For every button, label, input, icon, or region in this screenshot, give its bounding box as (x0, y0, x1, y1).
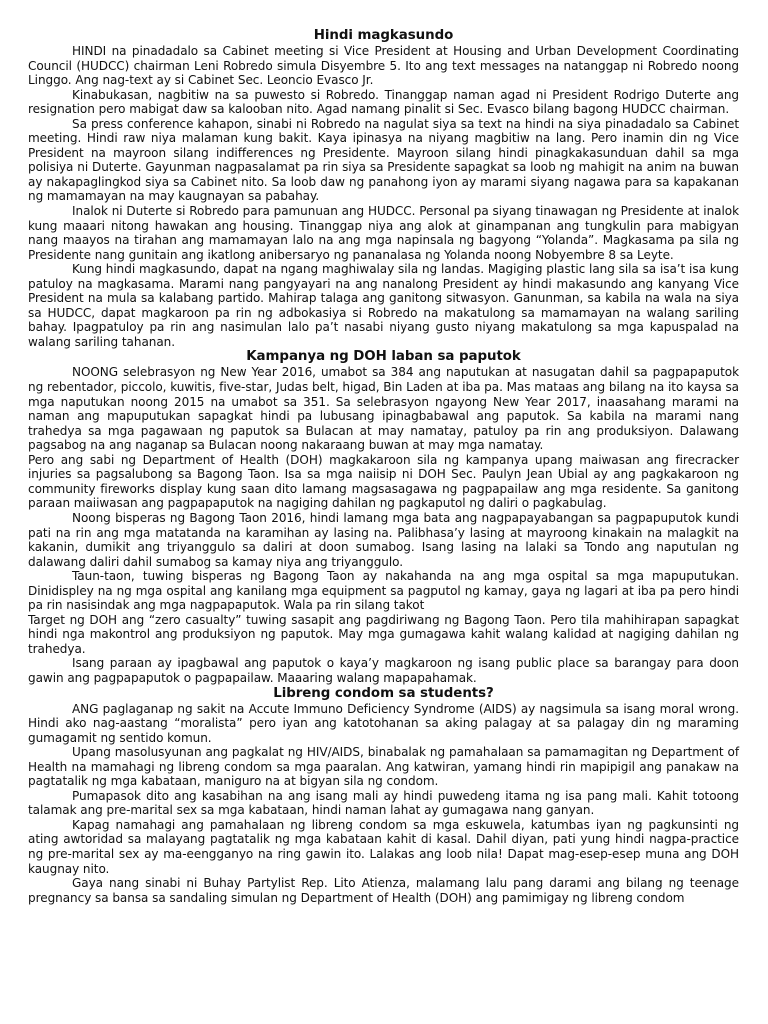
paragraph: Kung hindi magkasundo, dapat na ngang maghiwalay sila ng landas. Magiging plastic lang sila sa isa’t isa kung patuloy na magkasama. Marami nang pangyayari na ang nanalong President ay hindi makasundo ang kanyang Vice President na mula sa kalabang partido. Mahirap talaga ang ganitong sitwasyon. Ganunman, sa kabila na wala na siya sa HUDCC, dapat magkaroon pa rin ng adbokasiya si Robredo na makatulong sa mamamayan na walang sariling bahay. Ipagpatuloy pa rin ang nasimulan lalo pa’t nasabi niyang gusto niyang makatulong sa mga kapuspalad na walang sariling tahanan. (28, 262, 739, 349)
paragraph: Inalok ni Duterte si Robredo para pamunuan ang HUDCC. Personal pa siyang tinawagan ng Presidente at inalok kung maaari nitong hawakan ang housing. Tinanggap niya ang alok at ginampanan ang tungkulin para mabigyan nang maayos na tirahan ang mamamayan lalo na ang mga napinsala ng bagyong “Yolanda”. Magkasama pa sila ng Presidente nang gunitain ang ikatlong anibersaryo ng pananalasa ng Yolanda noong Nobyembre 8 sa Leyte. (28, 204, 739, 262)
paragraph: Isang paraan ay ipagbawal ang paputok o kaya’y magkaroon ng isang public place sa barangay para doon gawin ang pagpapaputok o pagpapailaw. Maaaring walang mapapahamak. (28, 656, 739, 685)
editorial-hindi-magkasundo (28, 28, 739, 349)
paragraph: Upang masolusyunan ang pagkalat ng HIV/AIDS, binabalak ng pamahalaan sa pamamagitan ng Department of Health na mamahagi ng libreng condom sa mga paaralan. Ang katwiran, yamang hindi rin mapipigil ang panakaw na pagtatalik ng mga kabataan, maniguro na at bigyan sila ng condom. (28, 745, 739, 789)
paragraph: Gaya nang sinabi ni Buhay Partylist Rep. Lito Atienza, malamang lalu pang darami ang bilang ng teenage pregnancy sa bansa sa sandaling simulan ng Department of Health (DOH) ang pamimigay ng libreng condom (28, 876, 739, 905)
editorial-libreng-condom (28, 686, 739, 906)
section-title: Kampanya ng DOH laban sa paputok (246, 349, 521, 365)
paragraph: NOONG selebrasyon ng New Year 2016, umabot sa 384 ang naputukan at nasugatan dahil sa pagpapaputok ng rebentador, piccolo, kuwitis, five-star, Judas belt, higad, Bin Laden at iba pa. Mas mataas ang bilang na ito kaysa sa mga naputukan noong 2015 na umabot sa 351. Sa selebrasyon ngayong New Year 2017, inaasahang marami na naman ang mapuputukan sapagkat hindi pa lubusang ipinagbabawal ang paputok. Sa kabila na marami nang trahedya sa mga pagawaan ng paputok sa Bulacan at may namatay, patuloy pa rin ang produksiyon. Dalawang pagsabog na ang naganap sa Bulacan noong nakaraang buwan at may mga namatay. (28, 365, 739, 453)
paragraph: Target ng DOH ang “zero casualty” tuwing sasapit ang pagdiriwang ng Bagong Taon. Pero tila mahihirapan sapagkat hindi nga makontrol ang produksiyon ng paputok. May mga gumagawa kahit walang kalidad at nagiging dahilan ng trahedya. (28, 612, 739, 656)
paragraph: HINDI na pinadadalo sa Cabinet meeting si Vice President at Housing and Urban Development Coordinating Council (HUDCC) chairman Leni Robredo simula Disyembre 5. Ito ang text messages na natanggap ni Robredo noong Linggo. Ang nag-text ay si Cabinet Sec. Leoncio Evasco Jr. (28, 44, 739, 88)
paragraph: ANG paglaganap ng sakit na Accute Immuno Deficiency Syndrome (AIDS) ay nagsimula sa isang moral wrong. Hindi ako nag-aastang “moralista” pero iyan ang katotohanan sa aking palagay at sa palagay din ng maraming gumagamit ng sentido komun. (28, 701, 739, 745)
paragraph: Kinabukasan, nagbitiw na sa puwesto si Robredo. Tinanggap naman agad ni President Rodrigo Duterte ang resignation pero mabigat daw sa kalooban nito. Agad namang pinalit si Sec. Evasco bilang bagong HUDCC chairman. (28, 87, 739, 117)
section-title: Hindi magkasundo (313, 28, 454, 43)
paragraph: Sa press conference kahapon, sinabi ni Robredo na nagulat siya sa text na hindi na siya pinadadalo sa Cabinet meeting. Hindi raw niya malaman kung bakit. Kaya ipinasya na niyang magbitiw na lang. Pero inamin din ng Vice President na mayroon silang indifferences ng Presidente. Mayroon silang hindi pinagkakasunduan dahil sa mga polisiya ni Duterte. Gayunman nagpasalamat pa rin siya sa Presidente sapagkat sa loob ng mahigit na anim na buwan ay nakapaglingkod siya sa Cabinet nito. Sa loob daw ng panahong iyon ay marami siyang nagawa para sa kapakanan ng mamamayan na may kaugnayan sa pabahay. (28, 116, 739, 204)
paragraph: Pero ang sabi ng Department of Health (DOH) magkakaroon sila ng kampanya upang maiwasan ang firecracker injuries sa pagsalubong sa Bagong Taon. Isa sa mga naiisip ni DOH Sec. Paulyn Jean Ubial ay ang pagkakaroon ng community fireworks display kung saan dito lamang magsasagawa ng pagpapailaw ang mga residente. Sa ganitong paraan maiiwasan ang pagpapaputok na nagiging dahilan ng pagkaputol ng daliri o pagkabulag. (28, 452, 739, 511)
paragraph: Noong bisperas ng Bagong Taon 2016, hindi lamang mga bata ang nagpapayabangan sa pagpapuputok kundi pati na rin ang mga matatanda na karamihan ay lasing na. Palibhasa’y lasing at mayroong kinakain na malagkit na kakanin, dumikit ang triyanggulo sa daliri at doon sumabog. Isang lasing na lalaki sa Tondo ang naputulan ng dalawang daliri dahil sumabog sa kamay niya ang triyanggulo. (28, 510, 739, 569)
paragraph: Taun-taon, tuwing bisperas ng Bagong Taon ay nakahanda na ang mga ospital sa mga mapuputukan. Dinidispley na ng mga ospital ang kanilang mga equipment sa pagputol ng kamay, gaya ng lagari at iba pa pero hindi pa rin nasisindak ang mga nagpapaputok. Wala pa rin silang takot (28, 569, 739, 613)
paragraph: Pumapasok dito ang kasabihan na ang isang mali ay hindi puwedeng itama ng isa pang mali. Kahit totoong talamak ang pre-marital sex sa mga kabataan, hindi naman lahat ay gumagawa nang ganyan. (28, 788, 739, 818)
editorial-kampanya-doh (28, 349, 739, 685)
section-title: Libreng condom sa students? (273, 685, 494, 701)
paragraph: Kapag namahagi ang pamahalaan ng libreng condom sa mga eskuwela, katumbas iyan ng pagkunsinti ng ating awtoridad sa malayang pagtatalik ng mga kabataan kahit di kasal. Dahil diyan, pati yung hindi nagpa-practice ng pre-marital sex ay ma-eengganyo na ring gawin ito. Lalakas ang loob nila! Dapat mag-esep-esep muna ang DOH kaugnay nito. (28, 817, 739, 876)
